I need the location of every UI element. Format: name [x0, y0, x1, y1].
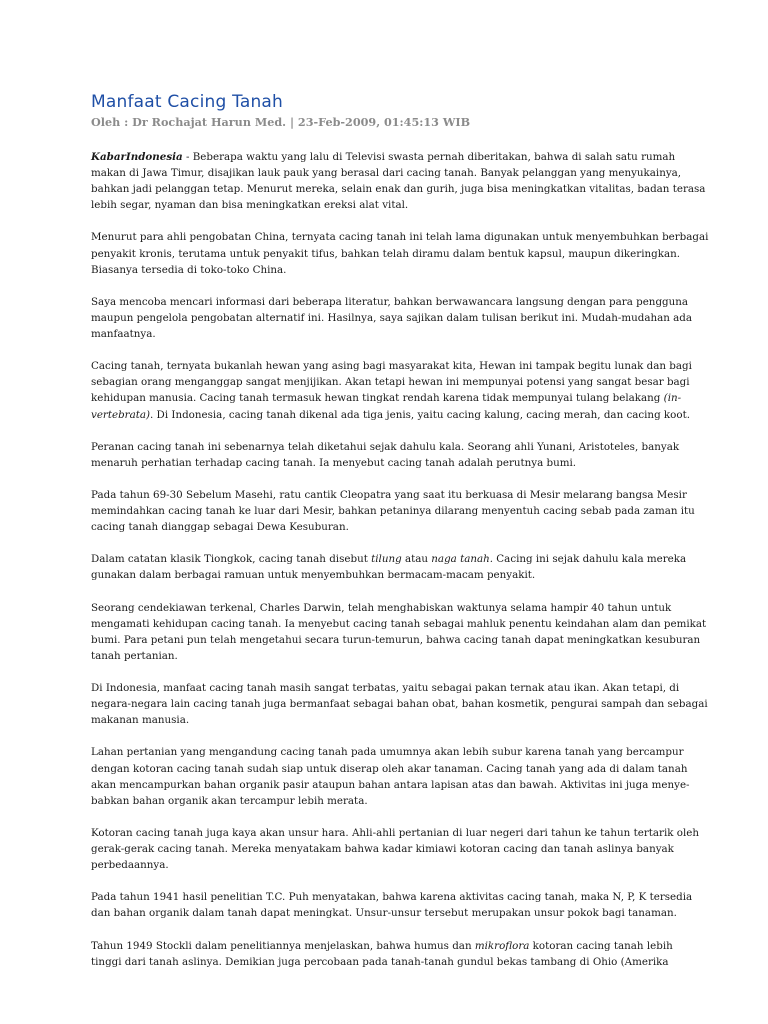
italic-term: mikroflora — [474, 939, 530, 952]
paragraph-line — [91, 857, 681, 873]
paragraph-line — [91, 905, 681, 921]
paragraph-line — [91, 262, 681, 278]
line-text: mengamati kehidupan cacing tanah. Ia menyebut cacing tanah sebagai mahluk penentu keindahan alam dan pemikat — [91, 617, 707, 630]
paragraph-line — [91, 551, 687, 567]
line-text: tanah pertanian. — [91, 649, 178, 662]
article-paragraph — [91, 487, 695, 535]
line-text: Kotoran cacing tanah juga kaya akan unsur hara. Ahli-ahli pertanian di luar negeri dari tahun ke tahun tertarik oleh — [91, 826, 699, 839]
paragraph-line — [91, 954, 681, 970]
source-tag: KabarIndonesia — [91, 151, 183, 163]
paragraph-line — [91, 149, 681, 165]
line-text: Seorang cendekiawan terkenal, Charles Darwin, telah menghabiskan waktunya selama hampir 40 tahun untuk — [91, 601, 672, 614]
paragraph-line — [91, 680, 681, 696]
line-text: bumi. Para petani pun telah mengetahui secara turun-temurun, bahwa cacing tanah dapat meningkatkan kesuburan — [91, 633, 701, 646]
paragraph-line — [91, 712, 681, 728]
line-text: negara-negara lain cacing tanah juga bermanfaat sebagai bahan obat, bahan kosmetik, pengurai sampah dan sebagai — [91, 698, 708, 711]
article-title: Manfaat Cacing Tanah — [91, 92, 284, 112]
line-text: manfaatnya. — [91, 328, 156, 341]
italic-term: vertebrata) — [91, 408, 151, 421]
paragraph-line — [91, 567, 681, 583]
line-text: gunakan dalam berbagai ramuan untuk menyembuhkan bermacam-macam penyakit. — [91, 569, 536, 582]
article-paragraph — [91, 889, 693, 921]
paragraph-line — [91, 793, 681, 809]
paragraph-line — [91, 632, 701, 648]
article-paragraph — [91, 938, 681, 970]
paragraph-line — [91, 294, 689, 310]
line-text: Tahun 1949 Stockli dalam penelitiannya menjelaskan, bahwa humus dan — [91, 939, 475, 952]
line-text: Menurut para ahli pengobatan China, ternyata cacing tanah ini telah lama digunakan untuk menyembuhkan berbagai — [91, 231, 709, 244]
paragraph-line — [91, 229, 709, 245]
line-text: memindahkan cacing tanah ke luar dari Mesir, bahkan petaninya dilarang menyentuh cacing sebab pada zaman itu — [91, 505, 695, 518]
italic-term: (in- — [663, 392, 682, 405]
paragraph-line — [91, 503, 695, 519]
line-text: Cacing ini sejak dahulu kala mereka — [493, 553, 687, 566]
paragraph-line — [91, 455, 681, 471]
paragraph-line — [91, 439, 681, 455]
article-paragraph — [91, 439, 681, 471]
paragraph-line — [91, 889, 693, 905]
line-text: kotoran cacing tanah lebih — [529, 939, 673, 952]
article-paragraph — [91, 600, 707, 664]
line-text: menaruh perhatian terhadap cacing tanah. Ia menyebut cacing tanah adalah perutnya bumi. — [91, 456, 577, 469]
line-text: Saya mencoba mencari informasi dari beberapa literatur, bahkan berwawancara langsung dengan para pengguna — [91, 295, 689, 308]
paragraph-line — [91, 744, 684, 760]
line-text: akan mencampurkan bahan organik pasir ataupun bahan antara lapisan atas dan bawah. Aktivitas ini juga menye- — [91, 778, 690, 791]
paragraph-line — [91, 696, 708, 712]
article-paragraph — [91, 294, 693, 342]
paragraph-line — [91, 181, 706, 197]
line-text: Peranan cacing tanah ini sebenarnya telah diketahui sejak dahulu kala. Seorang ahli Yunani, Aristoteles, banyak — [91, 440, 680, 453]
line-text: tinggi dari tanah aslinya. Demikian juga percobaan pada tanah-tanah gundul bekas tambang di Ohio (Amerika — [91, 955, 669, 968]
paragraph-line — [91, 841, 681, 857]
line-text: perbedaannya. — [91, 859, 169, 872]
article-paragraph — [91, 744, 690, 808]
italic-term: tilung — [371, 553, 402, 566]
line-text: lebih segar, nyaman dan bisa meningkatkan ereksi alat vital. — [91, 199, 409, 212]
line-text: . Di Indonesia, cacing tanah dikenal ada tiga jenis, yaitu cacing kalung, cacing merah, dan cacing koot. — [150, 408, 690, 421]
paragraph-line — [91, 374, 690, 390]
paragraph-line — [91, 616, 707, 632]
line-text: babkan bahan organik akan tercampur lebih merata. — [91, 794, 368, 807]
article-paragraph — [91, 358, 692, 422]
line-text: atau — [401, 553, 432, 566]
line-text: - Beberapa waktu yang lalu di Televisi swasta pernah diberitakan, bahwa di salah satu rumah — [182, 151, 676, 163]
article-paragraph — [91, 680, 708, 728]
paragraph-line — [91, 761, 688, 777]
paragraph-line — [91, 600, 681, 616]
paragraph-line — [91, 165, 681, 181]
line-text: Di Indonesia, manfaat cacing tanah masih sangat terbatas, yaitu sebagai pakan ternak atau ikan. Akan tetapi, di — [91, 682, 680, 695]
paragraph-line — [91, 310, 693, 326]
line-text: Lahan pertanian yang mengandung cacing tanah pada umumnya akan lebih subur karena tanah yang bercampur — [91, 746, 684, 759]
paragraph-line — [91, 358, 692, 374]
paragraph-line — [91, 246, 681, 262]
italic-term: naga tanah. — [431, 553, 494, 566]
line-text: bahkan jadi pelanggan tetap. Menurut mereka, selain enak dan gurih, juga bisa meningkatkan vitalitas, badan terasa — [91, 183, 706, 196]
paragraph-line — [91, 326, 681, 342]
paragraph-line — [91, 648, 681, 664]
line-text: dengan kotoran cacing tanah sudah siap untuk diserap oleh akar tanaman. Cacing tanah yang ada di dalam tanah — [91, 762, 688, 775]
line-text: maupun pengelola pengobatan alternatif ini. Hasilnya, saya sajikan dalam tulisan berikut ini. Mudah-mudahan ada — [91, 311, 693, 324]
line-text: Cacing tanah, ternyata bukanlah hewan yang asing bagi masyarakat kita, Hewan ini tampak begitu lunak dan bagi — [91, 360, 692, 373]
paragraph-line — [91, 519, 681, 535]
line-text: sebagian orang menganggap sangat menjijikan. Akan tetapi hewan ini mempunyai potensi yang sangat besar bagi — [91, 376, 690, 389]
line-text: Biasanya tersedia di toko-toko China. — [91, 263, 287, 276]
paragraph-line — [91, 825, 699, 841]
line-text: makan di Jawa Timur, disajikan lauk pauk yang berasal dari cacing tanah. Banyak pelanggan yang menyukainya, — [91, 167, 682, 180]
paragraph-line — [91, 407, 690, 423]
paragraph-line — [91, 487, 687, 503]
article-byline: Oleh : Dr Rochajat Harun Med. | 23-Feb-2009, 01:45:13 WIB — [91, 115, 471, 129]
paragraph-line — [91, 777, 690, 793]
line-text: penyakit kronis, terutama untuk penyakit tifus, bahkan telah diramu dalam bentuk kapsul, maupun dikeringkan. — [91, 247, 680, 260]
paragraph-line — [91, 197, 681, 213]
line-text: Dalam catatan klasik Tiongkok, cacing tanah disebut — [91, 553, 372, 566]
line-text: makanan manusia. — [91, 714, 190, 727]
line-text: cacing tanah dianggap sebagai Dewa Kesuburan. — [91, 521, 349, 534]
line-text: dan bahan organik dalam tanah dapat meningkat. Unsur-unsur tersebut merupakan unsur pokok bagi tanaman. — [91, 907, 677, 920]
article-body — [91, 149, 709, 986]
paragraph-line — [91, 390, 681, 406]
article-paragraph — [91, 825, 699, 873]
article-paragraph — [91, 229, 709, 277]
line-text: Pada tahun 1941 hasil penelitian T.C. Puh menyatakan, bahwa karena aktivitas cacing tanah, maka N, P, K tersedia — [91, 891, 693, 904]
article-paragraph — [91, 551, 687, 583]
article-paragraph — [91, 149, 706, 213]
line-text: kehidupan manusia. Cacing tanah termasuk hewan tingkat rendah karena tidak mempunyai tulang belakang — [91, 392, 664, 405]
paragraph-line — [91, 938, 681, 954]
line-text: gerak-gerak cacing tanah. Mereka menyatakam bahwa kadar kimiawi kotoran cacing dan tanah aslinya banyak — [91, 843, 674, 856]
line-text: Pada tahun 69-30 Sebelum Masehi, ratu cantik Cleopatra yang saat itu berkuasa di Mesir melarang bangsa Mesir — [91, 488, 687, 501]
